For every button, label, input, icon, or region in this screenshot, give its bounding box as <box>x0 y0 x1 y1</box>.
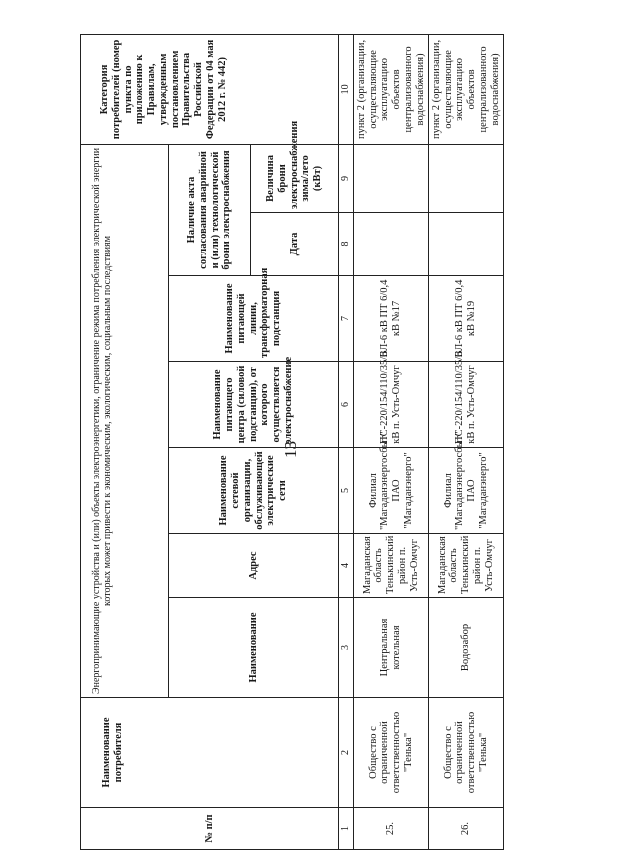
col-number: 10 <box>339 34 354 144</box>
col-number: 8 <box>339 213 354 276</box>
header-row-1 <box>81 34 169 849</box>
rotated-table-container <box>80 35 503 850</box>
header-num: № п/п <box>81 808 339 850</box>
page-number: 13 <box>281 441 300 458</box>
header-act-group: Наличие акта согласования аварийной и (или) технологической брони электроснабжения <box>169 144 251 275</box>
row-power-center: ПС-220/154/110/35/6 кВ п. Усть-Омчуг <box>429 362 504 448</box>
row-num: 25. <box>354 808 429 850</box>
row-name: Водозабор <box>429 598 504 698</box>
table-row <box>429 34 504 849</box>
col-number: 1 <box>339 808 354 850</box>
row-category: пункт 2 (организации, осуществляющие эксплуатацию объектов централизованного водоснабжения) <box>429 34 504 144</box>
col-number: 2 <box>339 698 354 808</box>
consumers-table <box>80 34 504 850</box>
header-category: Категория потребителей (номер пункта по приложению к Правилам, утвержденным постановлением Правительства Российской Федерации от 04 мая 2012 г. № 442) <box>81 34 339 144</box>
header-consumer: Наименование потребителя <box>81 698 339 808</box>
row-power-center: ПС-220/154/110/35/6 кВ п. Усть-Омчуг <box>354 362 429 448</box>
header-feeder: Наименование питающей линии, трансформаторная подстанция <box>169 276 339 362</box>
header-network-org: Наименование сетевой организации, обслуживающей электрические сети <box>169 448 339 534</box>
row-network-org: Филиал "Магаданэнергосбыт" ПАО "Магаданэнерго" <box>354 448 429 534</box>
row-feeder: ВЛ-6 кВ ПТ 6/0,4 кВ №19 <box>429 276 504 362</box>
row-reserve <box>429 144 504 212</box>
header-name: Наименование <box>169 598 339 698</box>
row-num: 26. <box>429 808 504 850</box>
row-consumer: Общество с ограниченной ответственностью "Тенька" <box>429 698 504 808</box>
col-number: 6 <box>339 362 354 448</box>
header-act-date: Дата <box>251 213 339 276</box>
col-number: 3 <box>339 598 354 698</box>
header-reserve: Величина брони электроснабжения зима/лето (кВт) <box>251 144 339 212</box>
row-name: Центральная котельная <box>354 598 429 698</box>
column-numbers-row <box>339 34 354 849</box>
col-number: 7 <box>339 276 354 362</box>
col-number: 5 <box>339 448 354 534</box>
row-feeder: ВЛ-6 кВ ПТ 6/0,4 кВ №17 <box>354 276 429 362</box>
row-network-org: Филиал "Магаданэнергосбыт" ПАО "Магаданэнерго" <box>429 448 504 534</box>
row-address: Магаданская область Тенькинский район п. Усть-Омчуг <box>429 534 504 598</box>
row-act-date <box>429 213 504 276</box>
header-address: Адрес <box>169 534 339 598</box>
col-number: 9 <box>339 144 354 212</box>
row-address: Магаданская область Тенькинский район п. Усть-Омчуг <box>354 534 429 598</box>
table-row <box>354 34 429 849</box>
header-group: Энергопринимающие устройства и (или) объекты электроэнергетики, ограничение режима потребления электрической энергии которых может привести к экономическим, экологическим, социальным последствиям <box>81 144 169 697</box>
row-category: пункт 2 (организации, осуществляющие эксплуатацию объектов централизованного водоснабжения) <box>354 34 429 144</box>
header-power-center: Наименование питающего центра (силовой подстанции), от которого осуществляется электроснабжение <box>169 362 339 448</box>
row-consumer: Общество с ограниченной ответственностью "Тенька" <box>354 698 429 808</box>
row-act-date <box>354 213 429 276</box>
col-number: 4 <box>339 534 354 598</box>
row-reserve <box>354 144 429 212</box>
